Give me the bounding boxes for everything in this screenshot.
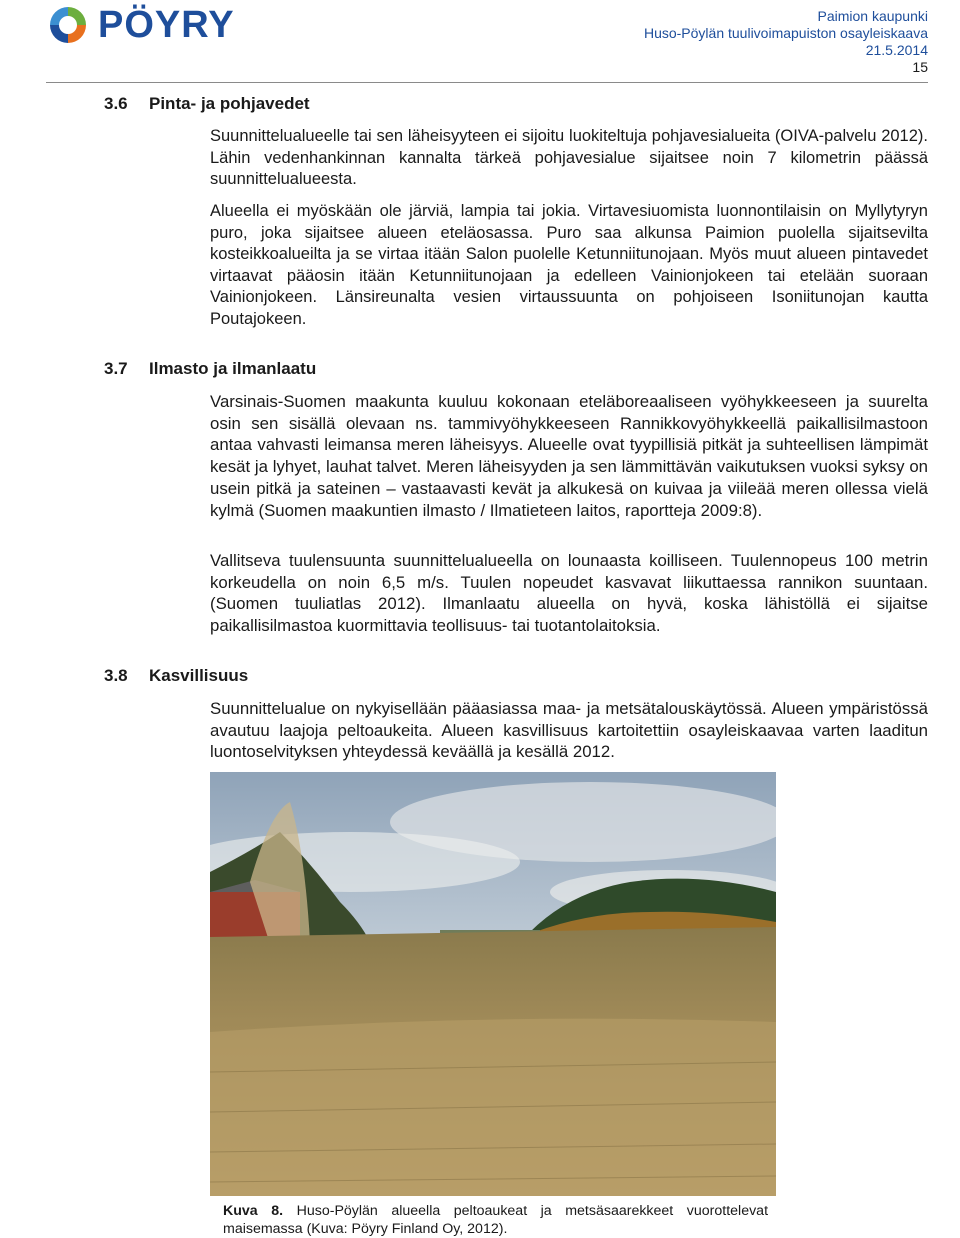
paragraph: Varsinais-Suomen maakunta kuuluu kokonaan eteläboreaaliseen vyöhykkeeseen ja suurelta osin sen sisällä olevaan ns. tammivyöhykkeeseen Rannikkovyöhykkeellä paikallisilmastoon antaa vahvasti leimansa meren läheisyys. Alueelle ovat tyypillisiä pitkät ja suhteellisen lämpimät kesät ja lyhyet, lauhat talvet. Meren läheisyyden ja sen lämmittävän vaikutuksen vuoksi syksy on usein pitkä ja sateinen – vastaavasti kevät ja alkukesä on kuivaa ja viileää meren ollessa vielä kylmä (Suomen maakuntien ilmasto / Ilmatieteen laitos, raportteja 2009:8).	[210, 392, 928, 520]
header-client: Paimion kaupunki	[817, 8, 928, 24]
header-date: 21.5.2014	[865, 42, 928, 58]
page-header	[0, 0, 960, 82]
section-number: 3.7	[104, 359, 128, 378]
field-landscape-image	[210, 772, 776, 1196]
section-number: 3.8	[104, 666, 128, 685]
paragraph: Suunnittelualueelle tai sen läheisyyteen ei sijoitu luokiteltuja pohjavesialueita (OIVA-palvelu 2012). Lähin vedenhankinnan kannalta tärkeä pohjavesialue sijaitsee noin 7 kilometrin päässä suunnittelualueesta.	[210, 127, 928, 189]
figure-caption	[223, 1202, 768, 1238]
paragraph: Vallitseva tuulensuunta suunnittelualueella on lounaasta koilliseen. Tuulennopeus 100 metrin korkeudella on noin 6,5 m/s. Tuulen nopeudet kasvavat liikuttaessa rannikon suuntaan. (Suomen tuuliatlas 2012). Ilmanlaatu alueella on hyvä, koska lähistöllä ei sijaitse paikallisilmastoa kuormittavia teollisuus- tai tuotantolaitoksia.	[210, 551, 928, 636]
poyry-swirl-icon	[46, 4, 90, 46]
header-document: Huso-Pöylän tuulivoimapuiston osayleiskaava	[643, 25, 928, 41]
figure-caption-text: Huso-Pöylän alueella peltoaukeat ja metsäsaarekkeet vuorottelevat maisemassa (Kuva: Pöyry Finland Oy, 2012).	[223, 1203, 769, 1237]
poyry-logo	[46, 4, 268, 46]
section-title: Pinta- ja pohjavedet	[149, 94, 310, 113]
paragraph: Alueella ei myöskään ole järviä, lampia tai jokia. Virtavesiuomista luonnontilaisin on Myllytyryn puro, joka sijaitsee alueen eteläosassa. Puro saa alkunsa Paimion puolella sijaitsevilta kosteikkoalueilta ja se virtaa itään Salon puolelle Ketunniitunojaan. Myös muut alueen pintavedet virtaavat pääosin itään Ketunniitunojaan ja edelleen Vainionjokeen tai etelään suoraan Vainionjokeen. Länsireunalta vesien virtaussuunta on pohjoiseen Isoniitunojan kautta Poutajokeen.	[210, 202, 928, 328]
header-divider	[46, 82, 928, 83]
figure-label: Kuva 8.	[223, 1203, 284, 1219]
section-title: Ilmasto ja ilmanlaatu	[149, 359, 317, 378]
section-title: Kasvillisuus	[149, 666, 249, 685]
paragraph: Suunnittelualue on nykyisellään pääasiassa maa- ja metsätalouskäytössä. Alueen ympäristössä avautuu laajoja peltoaukeita. Alueen kasvillisuus kartoitettiin osayleiskaavaa varten laaditun luontoselvityksen yhteydessä keväällä ja kesällä 2012.	[210, 699, 928, 762]
section-heading-3-7	[104, 359, 316, 379]
section-heading-3-8	[104, 666, 248, 686]
page-number: 15	[912, 59, 928, 75]
section-number: 3.6	[104, 94, 128, 113]
logo-wordmark: PÖYRY	[98, 4, 235, 46]
header-meta	[644, 8, 928, 76]
section-heading-3-6	[104, 94, 310, 114]
landscape-photo	[210, 772, 776, 1196]
